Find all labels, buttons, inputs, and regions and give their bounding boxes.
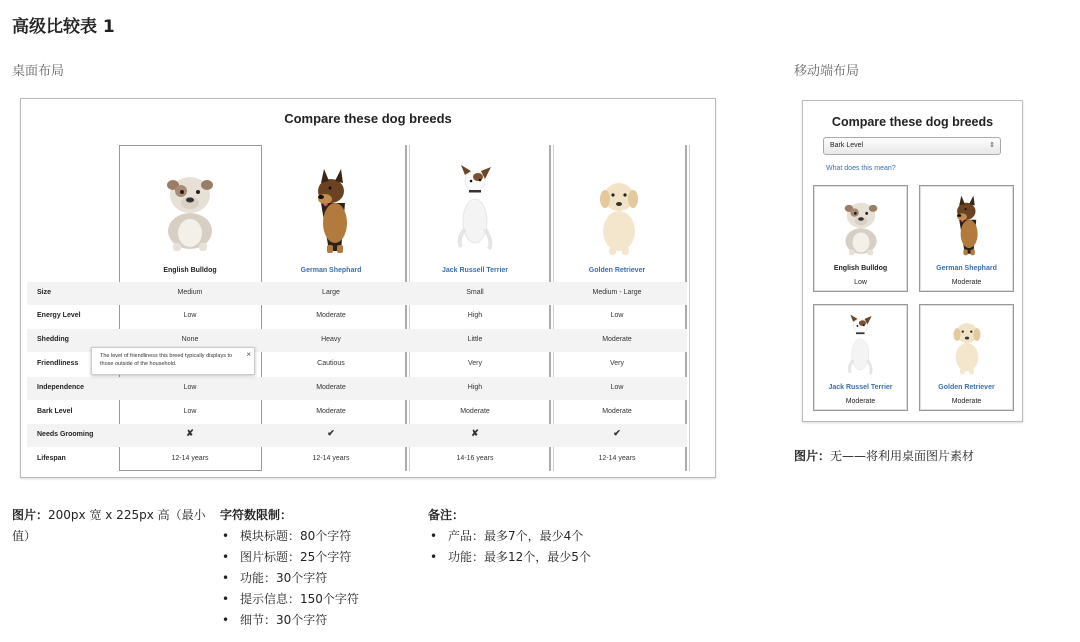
table-cell: 12-14 years bbox=[171, 455, 209, 462]
feature-select-value: Bark Level bbox=[830, 142, 864, 149]
table-cell: High bbox=[467, 312, 483, 319]
breed-card[interactable] bbox=[813, 185, 908, 292]
table-cell: Small bbox=[466, 289, 484, 296]
breed-name[interactable]: Jack Russell Terrier bbox=[441, 267, 509, 274]
page-title: 高级比较表 1 bbox=[12, 17, 115, 37]
cross-icon: ✘ bbox=[186, 428, 194, 438]
table-cell: Moderate bbox=[460, 408, 490, 415]
breed-value: Moderate bbox=[951, 398, 982, 405]
table-cell: Low bbox=[183, 384, 197, 391]
list-item: • 功能：最多12个，最少5个 bbox=[428, 547, 591, 568]
table-cell: Medium - Large bbox=[592, 289, 642, 296]
row-label: Size bbox=[37, 289, 52, 296]
table-cell: Low bbox=[183, 408, 197, 415]
character-limits bbox=[220, 505, 359, 631]
table-row bbox=[27, 282, 687, 305]
table-cell: Very bbox=[609, 360, 624, 367]
shepherd-photo bbox=[945, 190, 989, 258]
remarks bbox=[428, 505, 591, 568]
table-cell: Moderate bbox=[316, 312, 346, 319]
table-cell: Little bbox=[467, 336, 483, 343]
table-cell: 12-14 years bbox=[598, 455, 636, 462]
retriever-photo[interactable] bbox=[588, 165, 650, 257]
terrier-photo bbox=[839, 309, 883, 377]
image-size-note bbox=[12, 505, 212, 547]
list-item: • 功能：30个字符 bbox=[220, 568, 359, 589]
comparison-heading: Compare these dog breeds bbox=[831, 115, 994, 129]
table-cell: Moderate bbox=[316, 384, 346, 391]
column-divider bbox=[689, 145, 690, 471]
mobile-image-note bbox=[794, 447, 974, 464]
breed-name: Jack Russel Terrier bbox=[828, 384, 893, 391]
help-link[interactable]: What does this mean? bbox=[826, 165, 896, 172]
breed-value: Low bbox=[854, 279, 867, 286]
table-cell: Moderate bbox=[316, 408, 346, 415]
note-text: 200px 宽 x 225px 高（最小值） bbox=[12, 508, 206, 543]
list-item: • 模块标题：80个字符 bbox=[220, 526, 359, 547]
mobile-comparison bbox=[802, 100, 1023, 422]
check-icon: ✔ bbox=[613, 428, 621, 438]
table-cell: Low bbox=[183, 312, 197, 319]
note-title: 图片： bbox=[12, 508, 49, 522]
table-cell: Very bbox=[467, 360, 482, 367]
breed-value: Moderate bbox=[845, 398, 876, 405]
select-arrow-icon: ⇕ bbox=[989, 142, 995, 149]
close-icon[interactable]: × bbox=[246, 350, 251, 359]
row-label: Lifespan bbox=[37, 455, 66, 462]
table-row bbox=[27, 377, 687, 400]
table-cell: Heavy bbox=[321, 336, 341, 343]
table-row bbox=[27, 305, 687, 328]
row-label: Shedding bbox=[37, 336, 69, 343]
bulldog-photo[interactable] bbox=[159, 161, 221, 253]
table-cell: Cautious bbox=[317, 360, 345, 367]
table-cell: Moderate bbox=[602, 336, 632, 343]
comparison-heading: Compare these dog breeds bbox=[284, 111, 452, 126]
table-cell: Low bbox=[610, 312, 624, 319]
list-item: • 图片标题：25个字符 bbox=[220, 547, 359, 568]
table-cell: Large bbox=[322, 289, 340, 296]
row-label: Independence bbox=[37, 384, 85, 391]
breed-name: German Shephard bbox=[936, 265, 997, 272]
table-cell: 12-14 years bbox=[312, 455, 350, 462]
list-item: • 产品：最多7个，最少4个 bbox=[428, 526, 591, 547]
table-cell: High bbox=[467, 384, 483, 391]
table-cell: 14-16 years bbox=[456, 455, 494, 462]
terrier-photo[interactable] bbox=[445, 159, 507, 251]
breed-name: Golden Retriever bbox=[938, 384, 995, 391]
breed-value: Moderate bbox=[951, 279, 982, 286]
desktop-comparison-table bbox=[20, 98, 716, 478]
breed-card[interactable] bbox=[919, 304, 1014, 411]
tooltip-text: The level of friendliness this breed typically displays to those outside of the household. bbox=[100, 353, 233, 368]
breed-card[interactable] bbox=[919, 185, 1014, 292]
breed-name: English Bulldog bbox=[833, 265, 888, 272]
list-item: • 细节：30个字符 bbox=[220, 610, 359, 631]
table-row bbox=[27, 448, 687, 471]
note-text: 无——将利用桌面图片素材 bbox=[830, 449, 975, 463]
shepherd-photo[interactable] bbox=[301, 163, 363, 255]
table-cell: Medium bbox=[177, 289, 203, 296]
row-label: Energy Level bbox=[37, 312, 81, 319]
breed-name[interactable]: German Shephard bbox=[300, 267, 362, 274]
note-title: 图片： bbox=[794, 449, 831, 463]
bulldog-photo bbox=[839, 190, 883, 258]
table-row bbox=[27, 401, 687, 424]
table-cell: Low bbox=[610, 384, 624, 391]
row-label: Needs Grooming bbox=[37, 431, 94, 438]
check-icon: ✔ bbox=[327, 428, 335, 438]
table-cell: None bbox=[181, 336, 199, 343]
row-label-text: Friendliness bbox=[37, 360, 79, 367]
cross-icon: ✘ bbox=[471, 428, 479, 438]
breed-name[interactable]: English Bulldog bbox=[163, 267, 217, 274]
breed-name[interactable]: Golden Retriever bbox=[588, 267, 646, 274]
row-label: Bark Level bbox=[37, 408, 73, 415]
mobile-layout-label: 移动端布局 bbox=[794, 64, 860, 79]
table-cell: Moderate bbox=[602, 408, 632, 415]
list-item: • 提示信息：150个字符 bbox=[220, 589, 359, 610]
retriever-photo bbox=[945, 309, 989, 377]
section-title: 字符数限制： bbox=[220, 508, 293, 522]
table-row bbox=[27, 424, 687, 447]
row-label-friendliness[interactable] bbox=[37, 360, 78, 367]
desktop-layout-label: 桌面布局 bbox=[12, 64, 65, 79]
section-title: 备注： bbox=[428, 508, 465, 522]
breed-card[interactable] bbox=[813, 304, 908, 411]
feature-select[interactable] bbox=[823, 137, 1001, 155]
friendliness-tooltip bbox=[91, 347, 255, 375]
